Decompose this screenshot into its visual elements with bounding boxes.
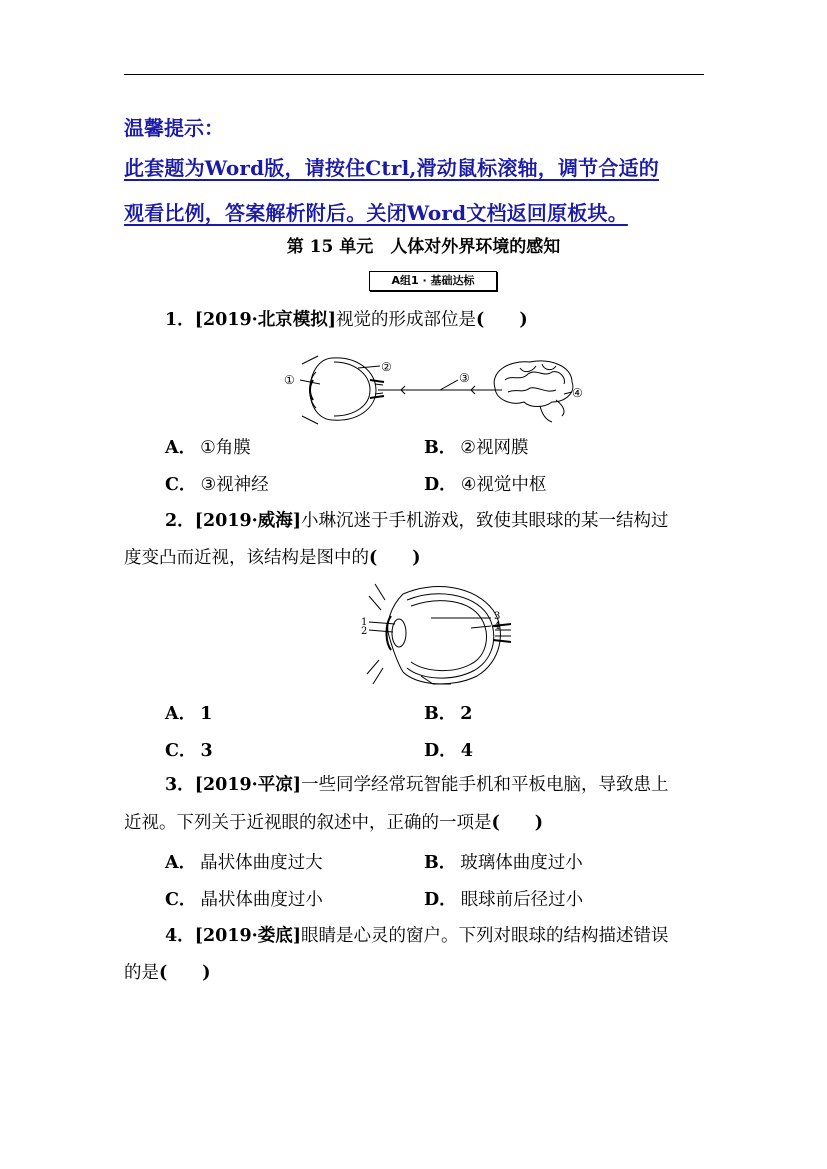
notice-line-1[interactable]: 此套题为Word版，请按住Ctrl,滑动鼠标滚轴，调节合适的 [124, 156, 659, 180]
option-text: ④视觉中枢 [460, 475, 547, 495]
option-text: 玻璃体曲度过小 [460, 853, 583, 873]
option-text: 4 [460, 741, 473, 761]
header-rule [124, 74, 704, 75]
question-stem: 小琳沉迷于手机游戏，致使其眼球的某一结构过 [301, 511, 669, 531]
question-4 [165, 925, 669, 947]
option-a[interactable] [165, 434, 251, 459]
option-label: B． [424, 704, 457, 724]
option-c[interactable] [165, 886, 323, 911]
option-a[interactable] [165, 700, 212, 725]
option-text: 晶状体曲度过小 [200, 890, 323, 910]
option-label: D． [424, 890, 457, 910]
option-label: D． [424, 741, 457, 761]
question-stem: 眼睛是心灵的窗户。下列对眼球的结构描述错误 [301, 926, 669, 946]
option-d[interactable] [424, 737, 473, 762]
option-c[interactable] [165, 737, 213, 762]
question-source: [2019·北京模拟] [194, 310, 337, 330]
question-stem: 一些同学经常玩智能手机和平板电脑，导致患上 [301, 775, 669, 795]
question-source: [2019·威海] [194, 511, 302, 531]
question-4-line-2 [124, 962, 211, 984]
fig2-label-4: 4 [494, 621, 501, 632]
option-a[interactable] [165, 849, 323, 874]
question-stem: 近视。下列关于近视眼的叙述中，正确的一项是 [124, 813, 492, 833]
option-label: C． [165, 890, 197, 910]
option-d[interactable] [424, 471, 546, 496]
option-c[interactable] [165, 471, 269, 496]
option-label: A． [165, 704, 197, 724]
question-3 [165, 774, 669, 796]
option-label: C． [165, 475, 197, 495]
question-number: 2． [165, 511, 195, 531]
option-text: 眼球前后径过小 [460, 890, 584, 910]
option-text: ②视网膜 [460, 438, 529, 458]
eyeball-figure [355, 580, 515, 690]
fig2-label-1: 1 [361, 617, 368, 628]
fig1-label-1: ① [284, 373, 295, 387]
fig1-label-3: ③ [459, 371, 470, 385]
option-text: 1 [200, 704, 213, 724]
option-label: A． [165, 853, 197, 873]
group-badge: A组1 · 基础达标 [369, 271, 497, 291]
option-b[interactable] [424, 849, 583, 874]
option-text: 3 [200, 741, 213, 761]
question-source: [2019·娄底] [194, 926, 302, 946]
answer-paren: ( ) [369, 548, 421, 568]
question-stem: 的是 [124, 963, 159, 983]
fig1-label-2: ② [381, 360, 392, 374]
option-text: 2 [460, 704, 473, 724]
answer-paren: ( ) [159, 963, 211, 983]
option-label: D． [424, 475, 457, 495]
question-2 [165, 510, 669, 532]
option-label: C． [165, 741, 197, 761]
fig2-label-3: 3 [494, 611, 501, 622]
question-1 [165, 309, 528, 331]
option-label: B． [424, 853, 457, 873]
option-d[interactable] [424, 886, 583, 911]
question-stem: 度变凸而近视，该结构是图中的 [124, 548, 369, 568]
unit-title: 第 15 单元 人体对外界环境的感知 [286, 237, 561, 257]
fig2-label-2: 2 [361, 626, 368, 637]
notice-title: 温馨提示： [124, 116, 224, 140]
option-text: ①角膜 [200, 438, 251, 458]
fig1-label-4: ④ [572, 386, 583, 400]
question-number: 1． [165, 310, 195, 330]
question-2-line-2 [124, 547, 421, 569]
option-label: A． [165, 438, 197, 458]
option-b[interactable] [424, 434, 529, 459]
notice-line-2[interactable]: 观看比例，答案解析附后。关闭Word文档返回原板块。 [124, 201, 628, 225]
eye-brain-figure [280, 350, 590, 425]
option-b[interactable] [424, 700, 472, 725]
question-3-line-2 [124, 812, 543, 834]
option-text: ③视神经 [200, 475, 269, 495]
question-source: [2019·平凉] [194, 775, 302, 795]
question-number: 3． [165, 775, 195, 795]
answer-paren: ( ) [476, 310, 528, 330]
answer-paren: ( ) [491, 813, 544, 833]
option-text: 晶状体曲度过大 [200, 853, 323, 873]
question-number: 4． [165, 926, 195, 946]
question-stem: 视觉的形成部位是 [336, 310, 477, 330]
option-label: B． [424, 438, 457, 458]
